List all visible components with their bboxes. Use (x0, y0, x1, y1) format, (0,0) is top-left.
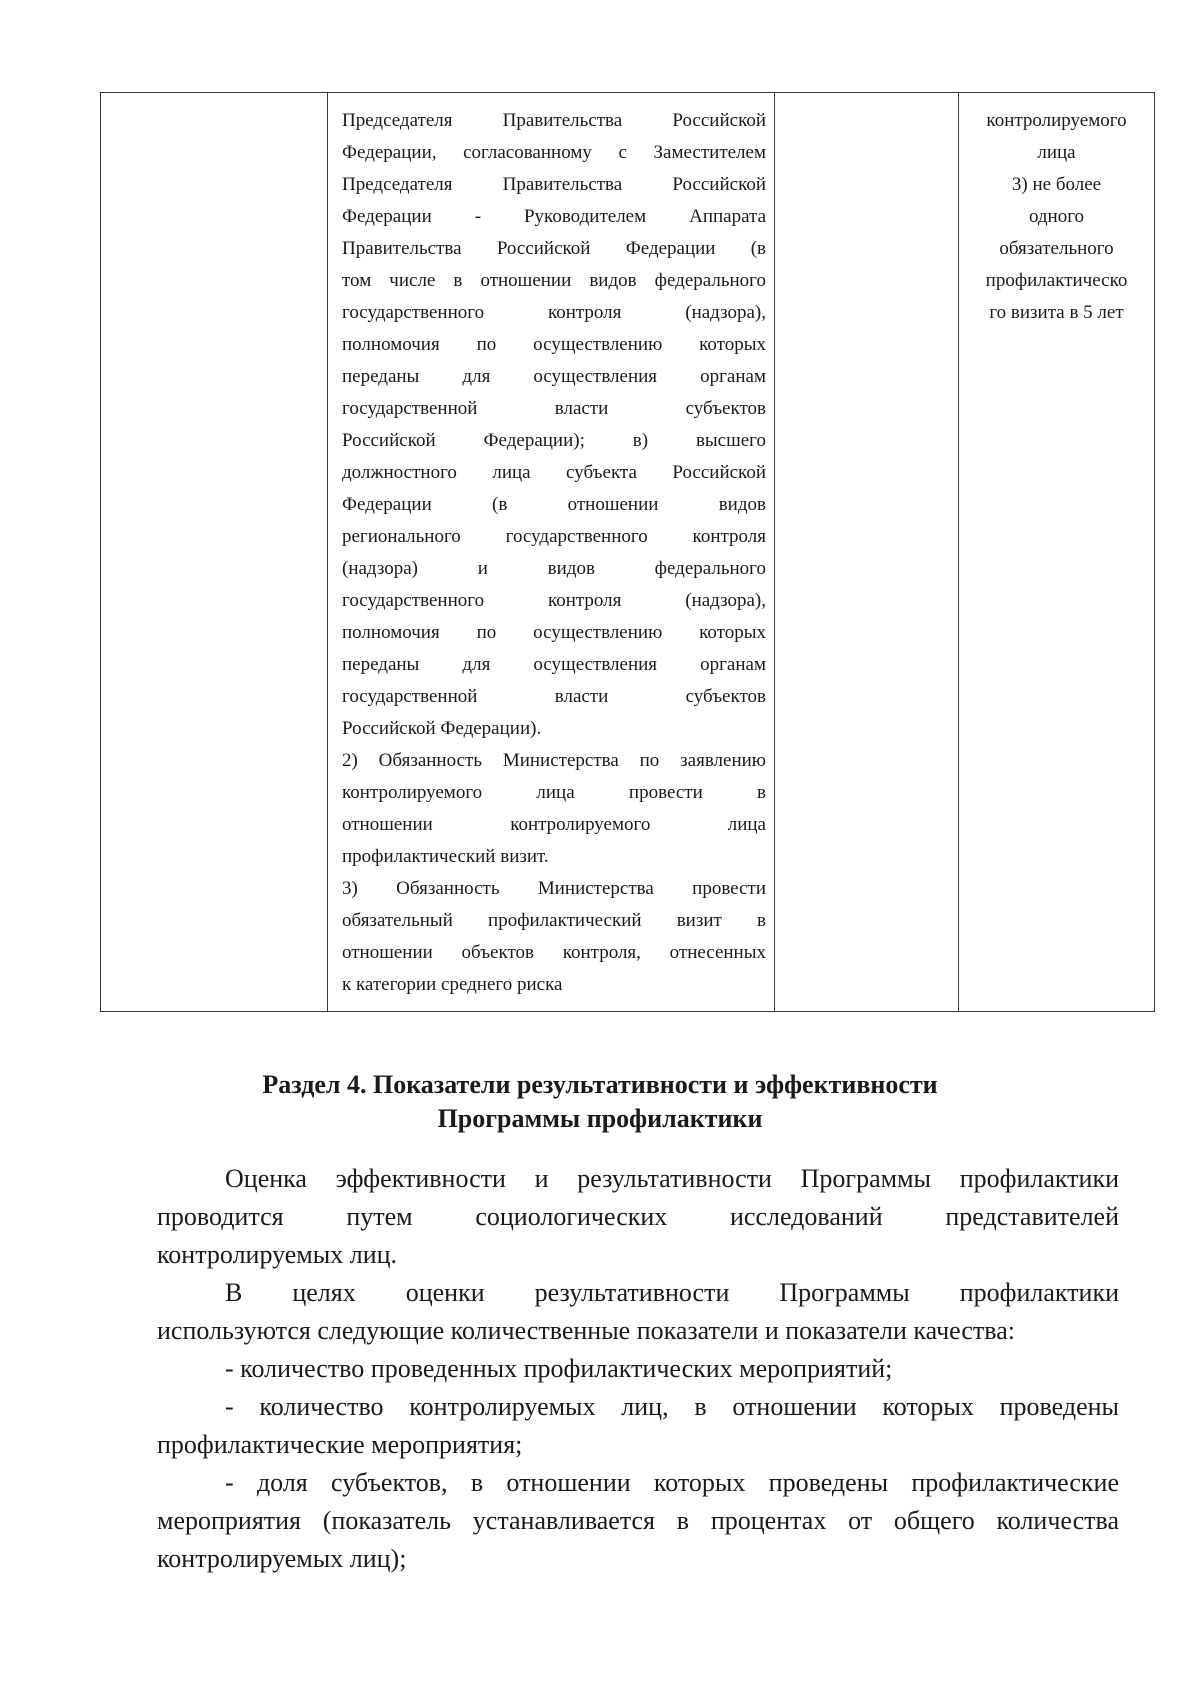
list-item-line: мероприятия (показатель устанавливается в процентах от общего количества (157, 1506, 1119, 1535)
paragraph-line: контролируемых лиц. (157, 1240, 398, 1269)
description-line: 2) Обязанность Министерства по заявлению (342, 750, 766, 771)
description-line: Российской Федерации). (342, 718, 542, 739)
description-line: к категории среднего риска (342, 974, 563, 995)
description-line: (надзора) и видов федерального (342, 558, 766, 579)
description-line: переданы для осуществления органам (342, 366, 766, 387)
description-line: контролируемого лица провести в (342, 782, 766, 803)
section-body (157, 1160, 1119, 1578)
paragraph-line: используются следующие количественные показатели и показатели качества: (157, 1316, 1015, 1345)
frequency-line: обязательного (999, 238, 1114, 259)
description-line: отношении объектов контроля, отнесенных (342, 942, 766, 963)
paragraph-line: Оценка эффективности и результативности Программы профилактики (225, 1164, 1119, 1193)
description-line: полномочия по осуществлению которых (342, 622, 766, 643)
frequency-line: профилактическо (985, 270, 1128, 291)
description-line: Председателя Правительства Российской (342, 174, 766, 195)
table-cell-empty (775, 93, 959, 1012)
list-item-line: - количество проведенных профилактических мероприятий; (225, 1354, 893, 1383)
description-line: Правительства Российской Федерации (в (342, 238, 766, 259)
paragraph-line: проводится путем социологических исследований представителей (157, 1202, 1119, 1231)
table-cell-empty (101, 93, 328, 1012)
description-line: Председателя Правительства Российской (342, 110, 766, 131)
frequency-line: го визита в 5 лет (989, 302, 1124, 323)
description-line: Федерации, согласованному с Заместителем (342, 142, 766, 163)
description-line: профилактический визит. (342, 846, 549, 867)
list-item-line: - доля субъектов, в отношении которых проведены профилактические (225, 1468, 1119, 1497)
description-line: Российской Федерации); в) высшего (342, 430, 766, 451)
section-heading-line-2: Программы профилактики (437, 1104, 763, 1133)
description-line: регионального государственного контроля (342, 526, 766, 547)
frequency-line: лица (1037, 142, 1076, 163)
description-line: государственного контроля (надзора), (342, 302, 766, 323)
paragraph-line: В целях оценки результативности Программы профилактики (225, 1278, 1119, 1307)
frequency-line: 3) не более (1011, 174, 1102, 195)
list-item-line: - количество контролируемых лиц, в отношении которых проведены (225, 1392, 1119, 1421)
description-line: государственной власти субъектов (342, 398, 766, 419)
description-line: обязательный профилактический визит в (342, 910, 766, 931)
section-heading-line-1: Раздел 4. Показатели результативности и эффективности (262, 1070, 938, 1099)
frequency-line: контролируемого (986, 110, 1127, 131)
continuation-table (100, 92, 1155, 1012)
list-item-line: контролируемых лиц); (157, 1544, 407, 1573)
description-line: переданы для осуществления органам (342, 654, 766, 675)
table-row (101, 93, 1155, 1012)
description-line: должностного лица субъекта Российской (342, 462, 766, 483)
description-line: отношении контролируемого лица (342, 814, 766, 835)
table-cell-frequency (959, 93, 1155, 1012)
description-line: государственной власти субъектов (342, 686, 766, 707)
description-line: государственного контроля (надзора), (342, 590, 766, 611)
list-item-line: профилактические мероприятия; (157, 1430, 523, 1459)
description-line: Федерации - Руководителем Аппарата (342, 206, 766, 227)
description-line: 3) Обязанность Министерства провести (342, 878, 766, 899)
description-line: полномочия по осуществлению которых (342, 334, 766, 355)
description-line: Федерации (в отношении видов (342, 494, 766, 515)
description-line: том числе в отношении видов федерального (342, 270, 766, 291)
table-cell-description (328, 93, 775, 1012)
frequency-line: одного (1028, 206, 1085, 227)
section-heading (140, 1068, 1060, 1136)
